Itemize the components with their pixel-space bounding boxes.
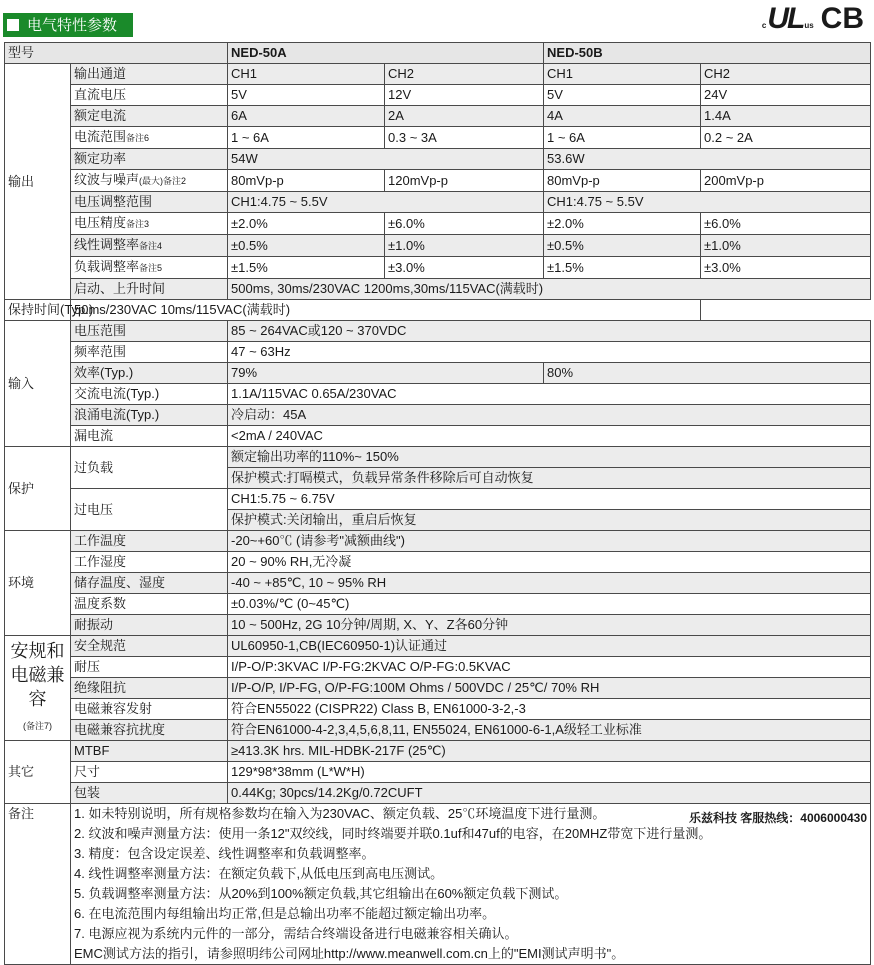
group-output: 输出 [5, 64, 71, 300]
table-row [5, 594, 871, 615]
cell: 24V [701, 85, 871, 106]
item-label: 电磁兼容发射 [71, 699, 228, 720]
cell: ≥413.3K hrs. MIL-HDBK-217F (25℃) [228, 741, 871, 762]
table-row [5, 384, 871, 405]
model-label: 型号 [5, 43, 228, 64]
cell: UL60950-1,CB(IEC60950-1)认证通过 [228, 636, 871, 657]
table-row [5, 85, 871, 106]
notes-cell [71, 804, 871, 965]
cell: <2mA / 240VAC [228, 426, 871, 447]
label-text: 负载调整率 [74, 259, 140, 274]
item-label: 电压范围 [71, 321, 228, 342]
cell: ±0.03%/℃ (0~45℃) [228, 594, 871, 615]
ul-logo: UL [767, 2, 804, 35]
cell: ±3.0% [385, 257, 544, 279]
table-row [5, 783, 871, 804]
table-row [5, 762, 871, 783]
cell: 保护模式:打嗝模式，负载异常条件移除后可自动恢复 [228, 468, 871, 489]
table-row [5, 279, 871, 300]
note-line: 4. 线性调整率测量方法：在额定负载下,从低电压到高电压测试。 [74, 866, 444, 881]
note-line: 2. 纹波和噪声测量方法：使用一条12"双绞线，同时终端要并联0.1uf和47uf的电容，在20MHZ带宽下进行量测。 [74, 826, 712, 841]
table-row [5, 573, 871, 594]
cell: 1 ~ 6A [544, 127, 701, 149]
item-label: 浪涌电流(Typ.) [71, 405, 228, 426]
item-label: 交流电流(Typ.) [71, 384, 228, 405]
item-label: MTBF [71, 741, 228, 762]
note-ref: 备注6 [126, 133, 150, 143]
item-label [71, 257, 228, 279]
cell: 0.44Kg; 30pcs/14.2Kg/0.72CUFT [228, 783, 871, 804]
table-row [5, 127, 871, 149]
item-label: 耐压 [71, 657, 228, 678]
group-others: 其它 [5, 741, 71, 804]
item-label: 储存温度、湿度 [71, 573, 228, 594]
cell: ±2.0% [228, 213, 385, 235]
cell: -40 ~ +85℃, 10 ~ 95% RH [228, 573, 871, 594]
note-line: EMC测试方法的指引，请参照明纬公司网址http://www.meanwell.com.cn上的"EMI测试声明书"。 [74, 946, 625, 961]
cell: 2A [385, 106, 544, 127]
item-label [71, 213, 228, 235]
table-row [5, 531, 871, 552]
item-label: 保持时间(Typ.) [5, 300, 71, 321]
cell: I/P-O/P, I/P-FG, O/P-FG:100M Ohms / 500VDC / 25℃/ 70% RH [228, 678, 871, 699]
note-ref: 备注5 [139, 263, 163, 273]
cell: 200mVp-p [701, 170, 871, 192]
item-label: 效率(Typ.) [71, 363, 228, 384]
item-label [71, 235, 228, 257]
group-note: (备注7) [23, 720, 52, 731]
cell: 50ms/230VAC 10ms/115VAC(满载时) [71, 300, 701, 321]
table-row [5, 552, 871, 573]
table-row [5, 720, 871, 741]
item-label: 温度系数 [71, 594, 228, 615]
group-notes: 备注 [5, 804, 71, 965]
item-label: 电压调整范围 [71, 192, 228, 213]
cell: 53.6W [544, 149, 871, 170]
item-label: 尺寸 [71, 762, 228, 783]
note-ref: 备注4 [139, 241, 163, 251]
table-row [5, 235, 871, 257]
cell: 额定输出功率的110%~ 150% [228, 447, 871, 468]
cell: 符合EN55022 (CISPR22) Class B, EN61000-3-2,-3 [228, 699, 871, 720]
table-row [5, 489, 871, 510]
table-row [5, 321, 871, 342]
section-title: 电气特性参数 [27, 16, 118, 34]
table-row [5, 741, 871, 762]
cell: ±6.0% [701, 213, 871, 235]
table-row [5, 257, 871, 279]
table-row [5, 699, 871, 720]
model-row [5, 43, 871, 64]
table-row [5, 657, 871, 678]
cell: CH1:4.75 ~ 5.5V [544, 192, 871, 213]
cell: ±3.0% [701, 257, 871, 279]
model-a: NED-50A [228, 43, 544, 64]
hotline: 乐兹科技 客服热线：4006000430 [688, 811, 868, 825]
cell: 54W [228, 149, 544, 170]
cell: CH1:4.75 ~ 5.5V [228, 192, 544, 213]
group-protection: 保护 [5, 447, 71, 531]
cell: ±0.5% [544, 235, 701, 257]
cell: CH1 [228, 64, 385, 85]
cert-c: c [761, 21, 767, 30]
item-label: 启动、上升时间 [71, 279, 228, 300]
table-row [5, 170, 871, 192]
section-header [3, 13, 133, 37]
label-text: 电流范围 [74, 129, 127, 144]
item-label: 额定电流 [71, 106, 228, 127]
cell: I/P-O/P:3KVAC I/P-FG:2KVAC O/P-FG:0.5KVAC [228, 657, 871, 678]
table-row [5, 192, 871, 213]
item-label: 包装 [71, 783, 228, 804]
table-row [5, 405, 871, 426]
cell: ±6.0% [385, 213, 544, 235]
note-ref: 备注3 [126, 219, 150, 229]
group-label: 安规和电磁兼容 [10, 640, 65, 709]
table-row [5, 300, 871, 321]
group-input: 输入 [5, 321, 71, 447]
cell: 80mVp-p [228, 170, 385, 192]
label-text: 线性调整率 [74, 237, 140, 252]
cell: CH2 [701, 64, 871, 85]
item-label: 绝缘阻抗 [71, 678, 228, 699]
cell: 120mVp-p [385, 170, 544, 192]
cell: 20 ~ 90% RH,无冷凝 [228, 552, 871, 573]
cell: 80% [544, 363, 871, 384]
cell: 5V [544, 85, 701, 106]
cell: 保护模式:关闭输出，重启后恢复 [228, 510, 871, 531]
cell: ±0.5% [228, 235, 385, 257]
cell: 500ms, 30ms/230VAC 1200ms,30ms/115VAC(满载时) [228, 279, 871, 300]
cell: 冷启动：45A [228, 405, 871, 426]
item-label: 安全规范 [71, 636, 228, 657]
cell: ±1.0% [385, 235, 544, 257]
label-text: 电压精度 [74, 215, 127, 230]
cell: CH2 [385, 64, 544, 85]
item-label: 工作湿度 [71, 552, 228, 573]
spec-table [4, 42, 871, 965]
table-row [5, 64, 871, 85]
square-icon [7, 19, 19, 31]
cell: 6A [228, 106, 385, 127]
group-safety [5, 636, 71, 741]
table-row [5, 106, 871, 127]
cell: ±1.5% [544, 257, 701, 279]
table-row [5, 615, 871, 636]
note-line: 3. 精度：包含设定误差、线性调整率和负载调整率。 [74, 846, 375, 861]
cell: ±1.5% [228, 257, 385, 279]
notes-row [5, 804, 871, 965]
cell: 80mVp-p [544, 170, 701, 192]
cell: 1 ~ 6A [228, 127, 385, 149]
table-row [5, 447, 871, 468]
table-row [5, 149, 871, 170]
group-environment: 环境 [5, 531, 71, 636]
certification-logos [761, 2, 864, 36]
cell: CH1:5.75 ~ 6.75V [228, 489, 871, 510]
table-row [5, 636, 871, 657]
item-label: 工作温度 [71, 531, 228, 552]
cell: CH1 [544, 64, 701, 85]
cert-us: us [804, 21, 814, 30]
cell: 0.3 ~ 3A [385, 127, 544, 149]
cell: 4A [544, 106, 701, 127]
cell: 85 ~ 264VAC或120 ~ 370VDC [228, 321, 871, 342]
cell: ±2.0% [544, 213, 701, 235]
item-label: 额定功率 [71, 149, 228, 170]
note-line: 5. 负载调整率测量方法：从20%到100%额定负载,其它组输出在60%额定负载下测试。 [74, 886, 568, 901]
item-label: 过电压 [71, 489, 228, 531]
cell: 1.4A [701, 106, 871, 127]
label-text: 纹波与噪声 [74, 172, 140, 187]
item-label: 直流电压 [71, 85, 228, 106]
cell: 79% [228, 363, 544, 384]
table-row [5, 213, 871, 235]
note-line: 7. 电源应视为系统内元件的一部分，需结合终端设备进行电磁兼容相关确认。 [74, 926, 518, 941]
table-row [5, 426, 871, 447]
model-b: NED-50B [544, 43, 871, 64]
cell: 0.2 ~ 2A [701, 127, 871, 149]
item-label: 频率范围 [71, 342, 228, 363]
cb-logo: CB [820, 2, 864, 35]
item-label: 漏电流 [71, 426, 228, 447]
table-row [5, 678, 871, 699]
note-line: 6. 在电流范围内每组输出均正常,但是总输出功率不能超过额定输出功率。 [74, 906, 496, 921]
cell: ±1.0% [701, 235, 871, 257]
cell: 47 ~ 63Hz [228, 342, 871, 363]
note-ref: (最大)备注2 [139, 176, 187, 186]
item-label: 输出通道 [71, 64, 228, 85]
item-label [71, 170, 228, 192]
item-label: 过负载 [71, 447, 228, 489]
cell: 129*98*38mm (L*W*H) [228, 762, 871, 783]
cell: 12V [385, 85, 544, 106]
cell: -20~+60℃ (请参考"减额曲线") [228, 531, 871, 552]
note-line: 1. 如未特别说明，所有规格参数均在输入为230VAC、额定负载、25℃环境温度下进行量测。 [74, 806, 606, 821]
item-label [71, 127, 228, 149]
cell: 1.1A/115VAC 0.65A/230VAC [228, 384, 871, 405]
cell: 10 ~ 500Hz, 2G 10分钟/周期, X、Y、Z各60分钟 [228, 615, 871, 636]
cell: 符合EN61000-4-2,3,4,5,6,8,11, EN55024, EN61000-6-1,A级轻工业标准 [228, 720, 871, 741]
item-label: 电磁兼容抗扰度 [71, 720, 228, 741]
item-label: 耐振动 [71, 615, 228, 636]
table-row [5, 342, 871, 363]
cell: 5V [228, 85, 385, 106]
table-row [5, 363, 871, 384]
